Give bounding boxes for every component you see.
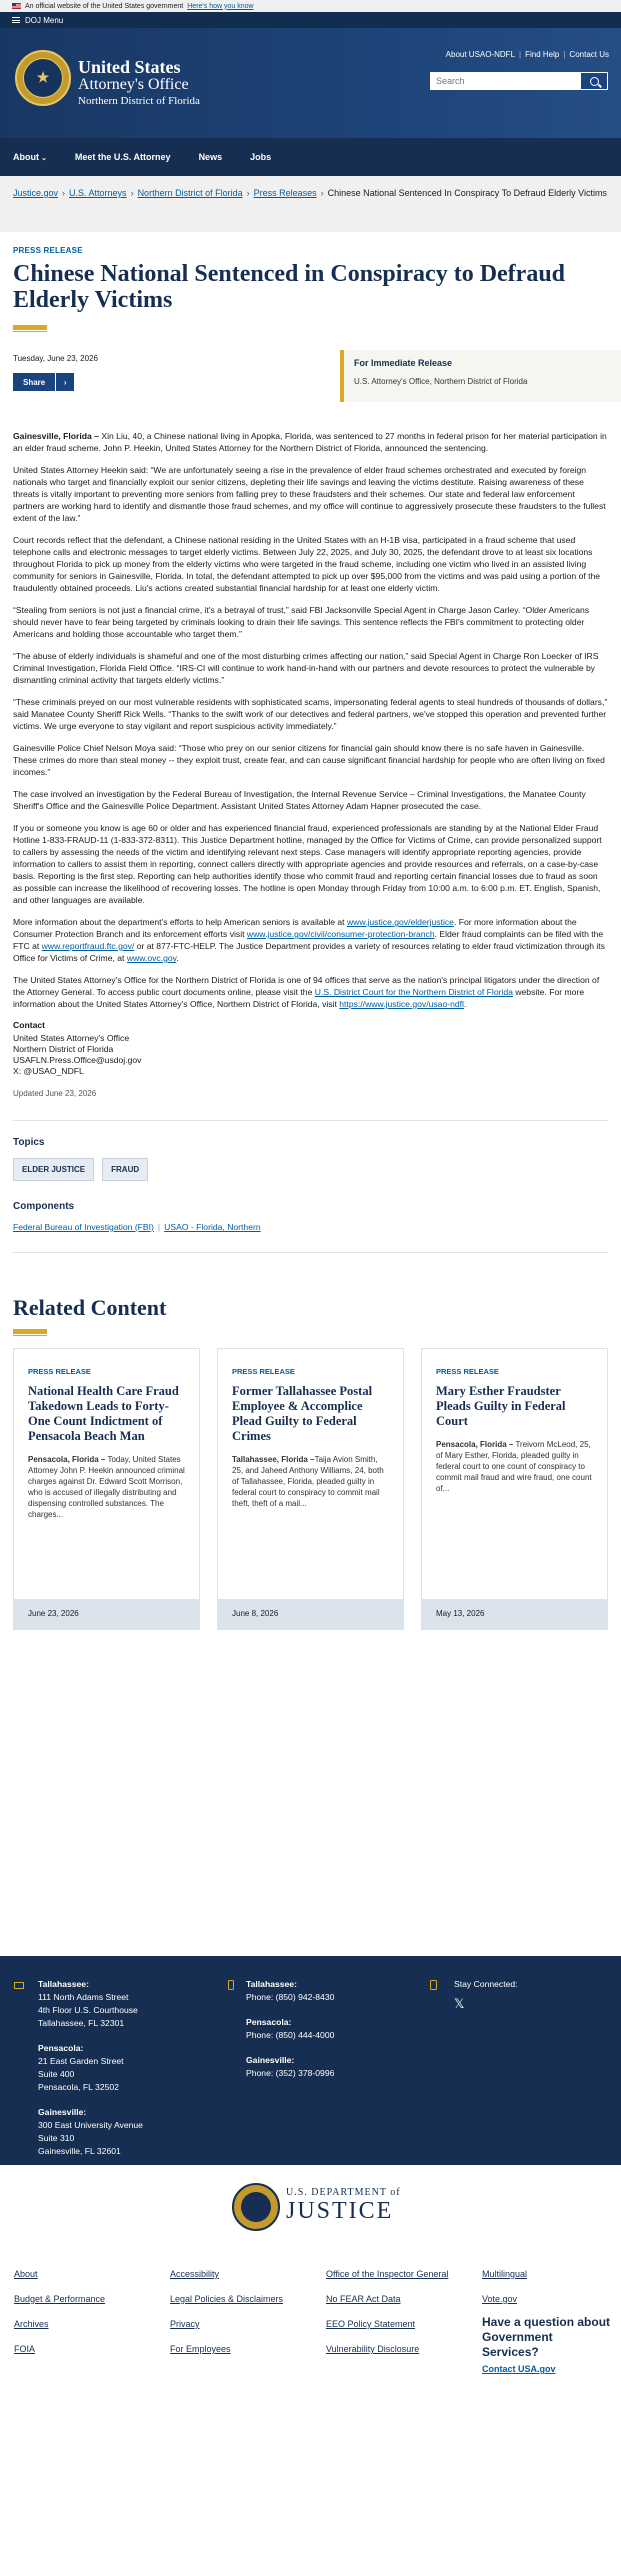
- address-city: Tallahassee:: [38, 1979, 89, 1989]
- paragraph-text: Xin Liu, 40, a Chinese national living in Apopka, Florida, was sentenced to 27 months in federal prison for her material participation in an elder fraud scheme. John P. Heekin, United States Attorney for the Northern District of Florida, announced the sentencing.: [13, 431, 607, 453]
- phone-city: Pensacola:: [246, 2017, 292, 2027]
- paragraph-text: The United States Attorney's Office for the Northern District of Florida is one of 94 offices that serve as the nation's principal litigators under the direction of the Attorney General. To access public court documents online, please visit the: [13, 975, 600, 997]
- article-paragraph: [13, 974, 608, 1010]
- footer-link[interactable]: Office of the Inspector General: [326, 2269, 449, 2279]
- footer-link[interactable]: No FEAR Act Data: [326, 2294, 401, 2304]
- footer-link[interactable]: About: [14, 2269, 38, 2279]
- card-date: June 23, 2026: [14, 1599, 199, 1629]
- contact-block: [13, 1020, 608, 1077]
- address-line: 111 North Adams Street: [38, 1992, 129, 2002]
- x-icon[interactable]: 𝕏: [454, 1996, 465, 2011]
- footer-link[interactable]: Accessibility: [170, 2269, 220, 2279]
- component-link[interactable]: Federal Bureau of Investigation (FBI): [13, 1222, 154, 1232]
- chevron-down-icon: ⌄: [41, 155, 47, 162]
- paragraph-text: . For more information about the Consumer Protection Branch and its enforcement efforts visit: [13, 917, 577, 939]
- component-separator: |: [157, 1222, 161, 1232]
- footer-links-col4: [482, 2267, 527, 2317]
- topics-list: [13, 1158, 608, 1181]
- doj-wordmark-line2: JUSTICE: [286, 2198, 394, 2224]
- address-line: 300 East University Avenue: [38, 2120, 143, 2130]
- site-title-line2: Attorney's Office: [78, 76, 189, 93]
- paragraph-text: .: [463, 999, 467, 1009]
- phone-column: [246, 1978, 334, 2092]
- contact-us-link[interactable]: Contact Us: [569, 50, 609, 59]
- envelope-icon: [14, 1982, 24, 1989]
- reportfraud-link[interactable]: www.reportfraud.ftc.gov/: [41, 941, 135, 951]
- nav-about[interactable]: [13, 152, 47, 162]
- card-title[interactable]: National Health Care Fraud Takedown Leads to Forty-One Count Indictment of Pensacola Beach Man: [28, 1384, 179, 1443]
- press-release-kicker: PRESS RELEASE: [13, 246, 83, 255]
- address-line: 4th Floor U.S. Courthouse: [38, 2005, 138, 2015]
- paragraph-text: . Elder fraud complaints can be filed with the FTC at: [13, 929, 604, 951]
- office-footer: [0, 1956, 621, 2165]
- search-icon: [590, 77, 599, 86]
- nav-jobs[interactable]: Jobs: [250, 152, 272, 162]
- title-accent-line: [13, 331, 47, 332]
- district-court-link[interactable]: U.S. District Court for the Northern District of Florida: [314, 987, 513, 997]
- article-paragraph: If you or someone you know is age 60 or older and has experienced financial fraud, experienced professionals are standing by at the National Elder Fraud Hotline 1-833-FRAUD-11 (1-833-372-8311). This Justice Department hotline, managed by the Office for Victims of Crime, can provide personalized support to callers by assessing the needs of the victim and identifying relevant next steps. Case managers will identify appropriate reporting agencies, provide information to callers to assist them in reporting, connect callers directly with appropriate agencies and provide resources and referrals, on a case-by-case basis. Reporting is the first step. Reporting can help authorities identify those who commit fraud and reporting certain financial losses due to fraud as soon as possible can increase the likelihood of recovering losses. The hotline is open Monday through Friday from 10:00 a.m. to 6:00 p.m. ET. English, Spanish, and other languages are available.: [13, 823, 602, 905]
- nav-about-label: About: [13, 152, 39, 162]
- card-excerpt-text: Taija Avion Smith, 25, and Jaheed Anthony Williams, 24, both of Tallahassee, Florida, pleaded guilty in federal court to conspiracy to commit mail theft, theft of a mail...: [232, 1455, 384, 1508]
- gov-banner: [0, 0, 621, 12]
- stay-connected-label: Stay Connected:: [454, 1979, 518, 1989]
- phone-block: [246, 1978, 334, 2004]
- components-heading: Components: [13, 1201, 75, 1212]
- footer-link[interactable]: Vote.gov: [482, 2294, 518, 2304]
- footer-link[interactable]: For Employees: [170, 2344, 231, 2354]
- gov-banner-text: An official website of the United States government: [25, 2, 184, 10]
- divider: [13, 1252, 608, 1253]
- doj-menu-label: DOJ Menu: [25, 15, 64, 25]
- doj-wordmark-line1: U.S. DEPARTMENT of: [286, 2187, 401, 2198]
- footer-link[interactable]: EEO Policy Statement: [326, 2319, 416, 2329]
- footer-links-col2: [170, 2267, 283, 2367]
- chevron-right-icon: ›: [55, 373, 74, 391]
- address-line: Tallahassee, FL 32301: [38, 2018, 125, 2028]
- address-line: Suite 400: [38, 2069, 75, 2079]
- menu-icon: [12, 16, 20, 25]
- utility-separator: |: [563, 50, 566, 59]
- article-paragraph: The case involved an investigation by the Federal Bureau of Investigation, the Internal Revenue Service – Criminal Investigations, the Manatee County Sheriff's Office and the Gainesville Police Department. Assistant United States Attorney Adam Hapner prosecuted the case.: [13, 789, 586, 811]
- card-dateline: Pensacola, Florida –: [436, 1440, 514, 1449]
- site-title-line3: Northern District of Florida: [78, 95, 200, 107]
- contact-usa-gov-link[interactable]: Contact USA.gov: [482, 2364, 556, 2374]
- footer-link[interactable]: Legal Policies & Disclaimers: [170, 2294, 284, 2304]
- address-city: Pensacola:: [38, 2043, 84, 2053]
- consumer-protection-link[interactable]: www.justice.gov/civil/consumer-protection-branch: [246, 929, 435, 939]
- phone-number[interactable]: Phone: (850) 444-4000: [246, 2030, 335, 2040]
- card-dateline: Tallahassee, Florida –: [232, 1455, 315, 1464]
- address-block: [38, 2106, 143, 2158]
- title-accent-bar: [13, 325, 47, 330]
- release-box-title: For Immediate Release: [354, 358, 453, 368]
- contact-line: Northern District of Florida: [13, 1044, 114, 1054]
- search-input[interactable]: Search: [430, 72, 580, 90]
- topics-heading: Topics: [13, 1137, 45, 1148]
- usao-seal-icon[interactable]: ★: [15, 50, 71, 106]
- card-kicker: PRESS RELEASE: [232, 1367, 295, 1376]
- contact-line: United States Attorney's Office: [13, 1033, 130, 1043]
- contact-heading: Contact: [13, 1020, 45, 1030]
- card-date: June 8, 2026: [218, 1599, 403, 1629]
- main-content: [0, 246, 621, 1630]
- footer-link[interactable]: Multilingual: [482, 2269, 528, 2279]
- usao-ndfl-link[interactable]: https://www.justice.gov/usao-ndfl: [339, 999, 464, 1009]
- site-title-line1: United States: [78, 57, 181, 77]
- main-nav: [0, 138, 621, 176]
- footer-links-col1: [14, 2267, 105, 2367]
- card-excerpt-text: Today, United States Attorney John P. Heekin announced criminal charges against Dr. Edward Scott Morrison, who is accused of illegally distributing and dispensing controlled substances. The charges...: [28, 1455, 185, 1519]
- phone-number[interactable]: Phone: (352) 378-0996: [246, 2068, 335, 2078]
- social-column: [454, 1978, 518, 2010]
- address-block: [38, 1978, 143, 2030]
- utility-links: [446, 50, 609, 59]
- footer-link[interactable]: Budget & Performance: [14, 2294, 106, 2304]
- card-title[interactable]: Mary Esther Fraudster Pleads Guilty in Federal Court: [436, 1384, 566, 1428]
- address-block: [38, 2042, 143, 2094]
- find-help-link[interactable]: Find Help: [525, 50, 560, 59]
- breadcrumb-separator: ›: [62, 188, 66, 198]
- related-card[interactable]: [421, 1348, 608, 1630]
- breadcrumb-current: Chinese National Sentenced In Conspiracy To Defraud Elderly Victims: [327, 188, 607, 198]
- government-question-text: Have a question about Government Services?: [482, 2315, 611, 2359]
- breadcrumb-press-releases[interactable]: Press Releases: [253, 188, 317, 198]
- article-paragraph: “These criminals preyed on our most vulnerable residents with sophisticated scams, impersonating federal agents to steal hundreds of thousands of dollars,” said Manatee County Sheriff Rick Wells. “Thanks to the swift work of our detectives and federal partners, we've stopped this operation and prevented further victims. We urge everyone to stay vigilant and report suspicious activity immediately.”: [13, 697, 608, 731]
- card-kicker: PRESS RELEASE: [28, 1367, 91, 1376]
- paragraph-text: website. For more information about the United States Attorney's Office, Northern District of Florida, visit: [13, 987, 585, 1009]
- paragraph-text: or at 877-FTC-HELP. The Justice Department provides a variety of resources relating to elder fraud victimization through its Office for Victims of Crime, at: [13, 941, 605, 963]
- share-button[interactable]: [13, 373, 74, 391]
- share-label: Share: [23, 377, 46, 387]
- article-paragraph: “The abuse of elderly individuals is shameful and one of the most disturbing crimes affecting our nation,” said Special Agent in Charge Ron Loecker of IRS Criminal Investigation, Florida Field Office. “IRS-CI will continue to work hand-in-hand with our partners and devote resources to protect the vulnerable by dismantling criminal activity that targets elderly victims.”: [13, 651, 599, 685]
- footer-links-col3: [326, 2267, 448, 2367]
- paragraph-text: More information about the department's efforts to help American seniors is available at: [13, 917, 347, 927]
- phone-block: [246, 2054, 334, 2080]
- related-card[interactable]: [217, 1348, 404, 1630]
- elderjustice-link[interactable]: www.justice.gov/elderjustice: [346, 917, 454, 927]
- breadcrumb-us-attorneys[interactable]: U.S. Attorneys: [69, 188, 127, 198]
- page-title: Chinese National Sentenced in Conspiracy to Defraud Elderly Victims: [13, 261, 566, 313]
- contact-email[interactable]: USAFLN.Press.Office@usdoj.gov: [13, 1055, 142, 1065]
- breadcrumb: [0, 176, 621, 232]
- nav-meet-attorney[interactable]: Meet the U.S. Attorney: [74, 152, 171, 162]
- card-excerpt: [232, 1454, 389, 1509]
- doj-wordmark[interactable]: [286, 2187, 401, 2224]
- card-excerpt: [436, 1439, 593, 1494]
- component-link[interactable]: USAO - Florida, Northern: [164, 1222, 261, 1232]
- breadcrumb-justice-gov[interactable]: Justice.gov: [13, 188, 59, 198]
- article-paragraph: Court records reflect that the defendant, a Chinese national residing in the United States with an H-1B visa, participated in a fraud scheme that used telephone calls and electronic messages to target elderly victims. Between July 22, 2025, and July 30, 2025, the defendant drove to at least six locations throughout Florida to pick up money from the elderly victims who were targeted in the fraud scheme, including one victim who lived in an assisted living community for seniors in Gainesville, Florida. In total, the defendant attempted to pick up over $95,000 from the victims and was paid using a portion of the fraudulently obtained proceeds. Liu's actions created substantial financial hardship for at least one elderly victim.: [13, 535, 601, 593]
- address-column: [38, 1978, 143, 2170]
- related-accent-bar: [13, 1329, 47, 1334]
- site-header: [0, 28, 621, 138]
- components-list: [13, 1222, 608, 1232]
- doj-menu-bar[interactable]: [0, 12, 621, 28]
- release-box: [340, 350, 621, 402]
- breadcrumb-separator: ›: [320, 188, 324, 198]
- breadcrumb-separator: ›: [246, 188, 250, 198]
- about-usao-link[interactable]: About USAO-NDFL: [445, 50, 516, 59]
- topic-tag[interactable]: ELDER JUSTICE: [13, 1158, 94, 1181]
- topic-tag[interactable]: FRAUD: [102, 1158, 148, 1181]
- card-excerpt-text: Treivorn McLeod, 25, of Mary Esther, Florida, pleaded guilty in federal court to one count of conspiracy to commit mail fraud and wire fraud, one count of...: [436, 1440, 592, 1493]
- government-question: [482, 2315, 612, 2377]
- dateline: Gainesville, Florida –: [13, 431, 99, 441]
- phone-number[interactable]: Phone: (850) 942-8430: [246, 1992, 335, 2002]
- card-title[interactable]: Former Tallahassee Postal Employee & Accomplice Plead Guilty to Federal Crimes: [232, 1384, 373, 1443]
- article-paragraph: [13, 916, 608, 964]
- article-paragraph: [13, 430, 608, 454]
- card-date: May 13, 2026: [422, 1599, 607, 1629]
- article-paragraph: United States Attorney Heekin said: “We are unfortunately seeing a rise in the prevalence of elder fraud schemes orchestrated and executed by foreign nationals who target and financially exploit our senior citizens, depleting their life savings and leaving the victims destitute. Raising awareness of these threats is vitally important to preventing more seniors from falling prey to these fraudsters and their schemes. Our state and federal law enforcement partners are working hard to identify and dismantle those fraud schemes, and my office will continue to aggressively prosecute these fraudsters to the fullest extent of the law.”: [13, 465, 606, 523]
- heres-how-you-know-link[interactable]: Here's how you know: [187, 2, 254, 10]
- address-line: Suite 310: [38, 2133, 75, 2143]
- article-body: [13, 430, 608, 1010]
- related-content-heading: Related Content: [13, 1295, 167, 1320]
- footer-link[interactable]: FOIA: [14, 2344, 36, 2354]
- release-box-subtitle: U.S. Attorney's Office, Northern District of Florida: [354, 377, 528, 386]
- search-button[interactable]: [580, 72, 608, 90]
- card-dateline: Pensacola, Florida –: [28, 1455, 106, 1464]
- footer-link[interactable]: Archives: [14, 2319, 49, 2329]
- site-title[interactable]: [78, 58, 200, 109]
- doj-seal-icon[interactable]: [232, 2183, 280, 2231]
- divider: [13, 1120, 608, 1121]
- related-card[interactable]: [13, 1348, 200, 1630]
- footer-link[interactable]: Privacy: [170, 2319, 200, 2329]
- address-line: Pensacola, FL 32502: [38, 2082, 119, 2092]
- article-paragraph: Gainesville Police Chief Nelson Moya said: “Those who prey on our senior citizens for financial gain should know there is no safe haven in Gainesville. These crimes do more than steal money -- they exploit trust, create fear, and can cause significant financial hardship for people who are often living on fixed incomes.”: [13, 743, 605, 777]
- footer-link[interactable]: Vulnerability Disclosure: [326, 2344, 420, 2354]
- phone-block: [246, 2016, 334, 2042]
- phone-icon: [228, 1980, 234, 1990]
- related-accent-line: [13, 1335, 47, 1336]
- mobile-icon: [430, 1980, 437, 1990]
- doj-footer: [0, 2165, 621, 2566]
- ovc-link[interactable]: www.ovc.gov: [126, 953, 177, 963]
- us-flag-icon: [12, 3, 21, 9]
- breadcrumb-separator: ›: [130, 188, 134, 198]
- related-cards: [13, 1348, 608, 1630]
- card-kicker: PRESS RELEASE: [436, 1367, 499, 1376]
- contact-x-handle[interactable]: X: @USAO_NDFL: [13, 1066, 84, 1076]
- card-excerpt: [28, 1454, 185, 1520]
- breadcrumb-district[interactable]: Northern District of Florida: [137, 188, 243, 198]
- phone-city: Gainesville:: [246, 2055, 295, 2065]
- utility-separator: |: [519, 50, 522, 59]
- publish-date: Tuesday, June 23, 2026: [13, 354, 98, 363]
- nav-news[interactable]: News: [198, 152, 223, 162]
- article-paragraph: “Stealing from seniors is not just a financial crime, it's a betrayal of trust,” said FBI Jacksonville Special Agent in Charge Jason Carley. “Older Americans should never have to fear being targeted by criminals looking to drain their life savings. This sentence reflects the FBI's commitment to protecting older Americans and holding those accountable who target them.”: [13, 605, 590, 639]
- paragraph-text: .: [176, 953, 179, 963]
- address-city: Gainesville:: [38, 2107, 87, 2117]
- updated-date: Updated June 23, 2026: [13, 1089, 97, 1098]
- address-line: Gainesville, FL 32601: [38, 2146, 121, 2156]
- article-meta: [13, 354, 608, 416]
- address-line: 21 East Garden Street: [38, 2056, 124, 2066]
- phone-city: Tallahassee:: [246, 1979, 297, 1989]
